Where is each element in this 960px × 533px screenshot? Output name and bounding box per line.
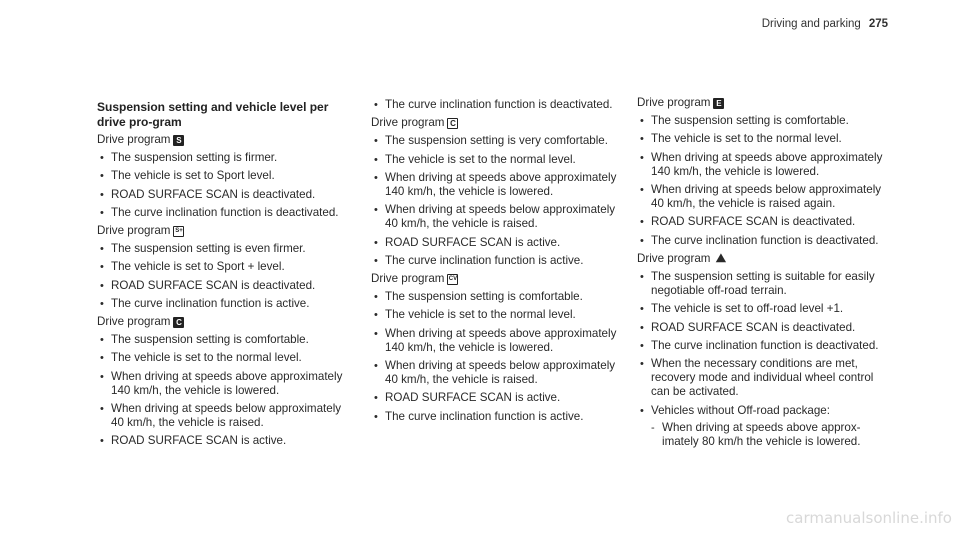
watermark: carmanualsonline.info: [786, 509, 952, 527]
list-item: • ROAD SURFACE SCAN is deactivated.: [637, 215, 892, 229]
bullet-list: [637, 114, 892, 248]
list-item: • ROAD SURFACE SCAN is active.: [371, 391, 626, 405]
list-item: • When driving at speeds above approximately 140 km/h, the vehicle is lowered.: [97, 370, 352, 398]
list-item: • The curve inclination function is active.: [371, 410, 626, 424]
bullet-list: [371, 290, 626, 424]
list-item: • The suspension setting is very comfortable.: [371, 134, 626, 148]
curve-comfort-icon: CV: [447, 274, 458, 285]
bullet-list: [97, 151, 352, 220]
curve-icon: C: [447, 118, 458, 129]
list-item: • When driving at speeds above approximately 140 km/h, the vehicle is lowered.: [371, 171, 626, 199]
list-item: • When driving at speeds below approximately 40 km/h, the vehicle is raised.: [97, 402, 352, 430]
drive-program-label: Drive program C: [97, 315, 352, 329]
list-item: • ROAD SURFACE SCAN is deactivated.: [97, 279, 352, 293]
drive-program-label: Drive program S+: [97, 224, 183, 238]
section-title: Driving and parking: [761, 18, 861, 30]
drive-program-label: Drive program E: [637, 96, 892, 110]
drive-program-label: Drive program C: [371, 116, 626, 130]
drive-program-label: Drive program ⛰: [637, 252, 892, 266]
list-item: • The curve inclination function is deactivated.: [637, 234, 892, 248]
list-item: • The vehicle is set to the normal level.: [637, 132, 892, 146]
list-item: • When driving at speeds below approximately 40 km/h, the vehicle is raised.: [371, 359, 626, 387]
list-item: • The curve inclination function is deactivated.: [97, 206, 352, 220]
list-item: • When driving at speeds above approximately 140 km/h, the vehicle is lowered.: [637, 151, 892, 179]
list-item: • The vehicle is set to Sport + level.: [97, 260, 352, 274]
list-item: • When driving at speeds above approximately 140 km/h, the vehicle is lowered.: [371, 327, 626, 355]
list-item: • The suspension setting is comfortable.: [371, 290, 626, 304]
sub-list-item: - When driving at speeds above approx-imately 80 km/h the vehicle is lowered.: [637, 421, 892, 449]
drive-program-label: Drive program S: [97, 133, 352, 147]
list-item: • Vehicles without Off-road package:: [637, 404, 892, 418]
eco-icon: E: [713, 98, 724, 109]
offroad-icon: ⛰: [715, 251, 726, 266]
column-2: [371, 98, 626, 424]
sport-icon: S: [173, 135, 184, 146]
list-item: • The suspension setting is firmer.: [97, 151, 352, 165]
list-item: • ROAD SURFACE SCAN is deactivated.: [97, 188, 352, 202]
bullet-list: [97, 242, 352, 311]
bullet-list: [371, 98, 626, 112]
list-item: • The suspension setting is suitable for easily negotiable off-road terrain.: [637, 270, 892, 298]
list-item: • The vehicle is set to Sport level.: [97, 169, 352, 183]
list-item: • The suspension setting is comfortable.: [97, 333, 352, 347]
page-header: [762, 18, 888, 30]
drive-program-label: Drive program CV: [371, 272, 458, 286]
list-item: • The curve inclination function is active.: [371, 254, 626, 268]
list-item: • When the necessary conditions are met, recovery mode and individual wheel control can be activated.: [637, 357, 892, 400]
column-1: [97, 100, 352, 449]
bullet-list: [97, 333, 352, 448]
list-item: • The curve inclination function is active.: [97, 297, 352, 311]
sport-plus-icon: S+: [173, 226, 184, 237]
list-item: • ROAD SURFACE SCAN is deactivated.: [637, 321, 892, 335]
list-item: • The curve inclination function is deactivated.: [637, 339, 892, 353]
section-heading: Suspension setting and vehicle level per drive pro-gram: [97, 100, 329, 129]
list-item: • ROAD SURFACE SCAN is active.: [371, 236, 626, 250]
list-item: • The vehicle is set to the normal level.: [371, 308, 626, 322]
bullet-list: [371, 134, 626, 268]
bullet-list: [637, 270, 892, 449]
list-item: • The vehicle is set to off-road level +1.: [637, 302, 892, 316]
list-item: • The suspension setting is even firmer.: [97, 242, 352, 256]
comfort-icon: C: [173, 317, 184, 328]
list-item: • The vehicle is set to the normal level.: [97, 351, 352, 365]
list-item: • When driving at speeds below approximately 40 km/h, the vehicle is raised again.: [637, 183, 892, 211]
list-item: • ROAD SURFACE SCAN is active.: [97, 434, 352, 448]
list-item: • The suspension setting is comfortable.: [637, 114, 892, 128]
page-number: 275: [868, 18, 888, 30]
list-item: • When driving at speeds below approximately 40 km/h, the vehicle is raised.: [371, 203, 626, 231]
list-item: • The curve inclination function is deactivated.: [371, 98, 626, 112]
list-item: • The vehicle is set to the normal level.: [371, 153, 626, 167]
column-3: [637, 96, 892, 449]
